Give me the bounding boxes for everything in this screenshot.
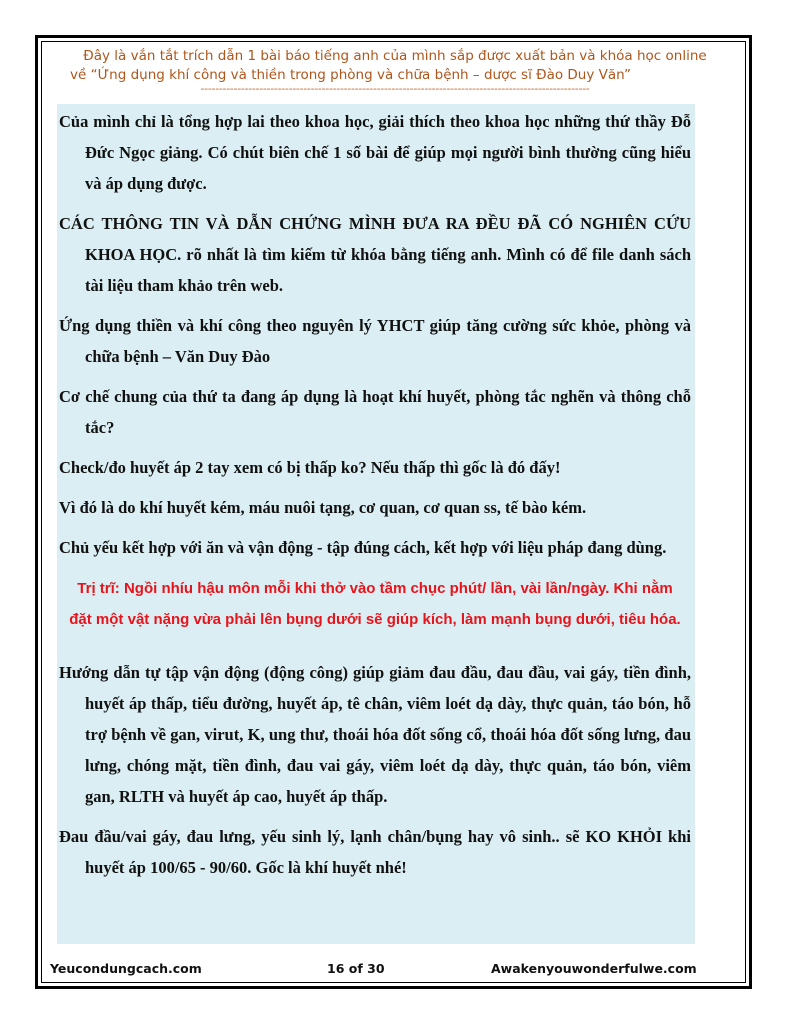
footer-left-site: Yeucondungcach.com <box>50 961 202 976</box>
header-line-2: về “Ứng dụng khí công và thiền trong phòng và chữa bệnh – dược sĩ Đào Duy Văn” <box>70 67 631 83</box>
paragraph-3: Ứng dụng thiền và khí công theo nguyên lý YHCT giúp tăng cường sức khỏe, phòng và chữa bệnh – Văn Duy Đào <box>59 316 691 366</box>
paragraph-9: Đau đầu/vai gáy, đau lưng, yếu sinh lý, lạnh chân/bụng hay vô sinh.. sẽ KO KHỎI khi huyết áp 100/65 - 90/60. Gốc là khí huyết nhé! <box>59 827 691 877</box>
footer-page-number: 16 of 30 <box>327 961 385 976</box>
header-divider: ---------------------------------------------------------------------------------------------------------- <box>200 85 590 95</box>
highlight-paragraph: Trị trĩ: Ngồi nhíu hậu môn mỗi khi thở vào tầm chục phút/ lần, vài lần/ngày. Khi nằm đặt một vật nặng vừa phải lên bụng dưới sẽ giúp kích, làm mạnh bụng dưới, tiêu hóa. <box>69 580 681 628</box>
paragraph-6: Vì đó là do khí huyết kém, máu nuôi tạng, cơ quan, cơ quan ss, tế bào kém. <box>59 498 587 517</box>
paragraph-2: CÁC THÔNG TIN VÀ DẪN CHỨNG MÌNH ĐƯA RA ĐỀU ĐÃ CÓ NGHIÊN CỨU KHOA HỌC. rõ nhất là tìm kiếm từ khóa bằng tiếng anh. Mình có để file danh sách tài liệu tham khảo trên web. <box>59 214 691 295</box>
paragraph-1: Của mình chỉ là tổng hợp lai theo khoa học, giải thích theo khoa học những thứ thầy Đỗ Đức Ngọc giảng. Có chút biên chế 1 số bài để giúp mọi người bình thường cũng hiểu và áp dụng được. <box>59 112 691 193</box>
header-line-1: Đây là vắn tắt trích dẫn 1 bài báo tiếng anh của mình sắp được xuất bản và khóa học online <box>83 48 707 64</box>
page-header <box>50 47 740 95</box>
paragraph-4: Cơ chế chung của thứ ta đang áp dụng là hoạt khí huyết, phòng tắc nghẽn và thông chỗ tắc? <box>59 387 691 437</box>
paragraph-8: Hướng dẫn tự tập vận động (động công) giúp giảm đau đầu, đau đầu, vai gáy, tiền đình, huyết áp thấp, tiểu đường, huyết áp, tê chân, viêm loét dạ dày, thực quản, táo bón, hỗ trợ bệnh về gan, virut, K, ung thư, thoái hóa đốt sống cổ, thoái hóa đốt sống lưng, đau lưng, chóng mặt, tiền đình, đau vai gáy, viêm loét dạ dày, thực quản, táo bón, viêm gan, RLTH và huyết áp cao, huyết áp thấp. <box>59 663 691 806</box>
content-box <box>57 104 695 944</box>
paragraph-5: Check/đo huyết áp 2 tay xem có bị thấp ko? Nếu thấp thì gốc là đó đấy! <box>59 458 561 477</box>
paragraph-7: Chủ yếu kết hợp với ăn và vận động - tập đúng cách, kết hợp với liệu pháp đang dùng. <box>59 538 667 557</box>
footer-right-site: Awakenyouwonderfulwe.com <box>491 961 697 976</box>
